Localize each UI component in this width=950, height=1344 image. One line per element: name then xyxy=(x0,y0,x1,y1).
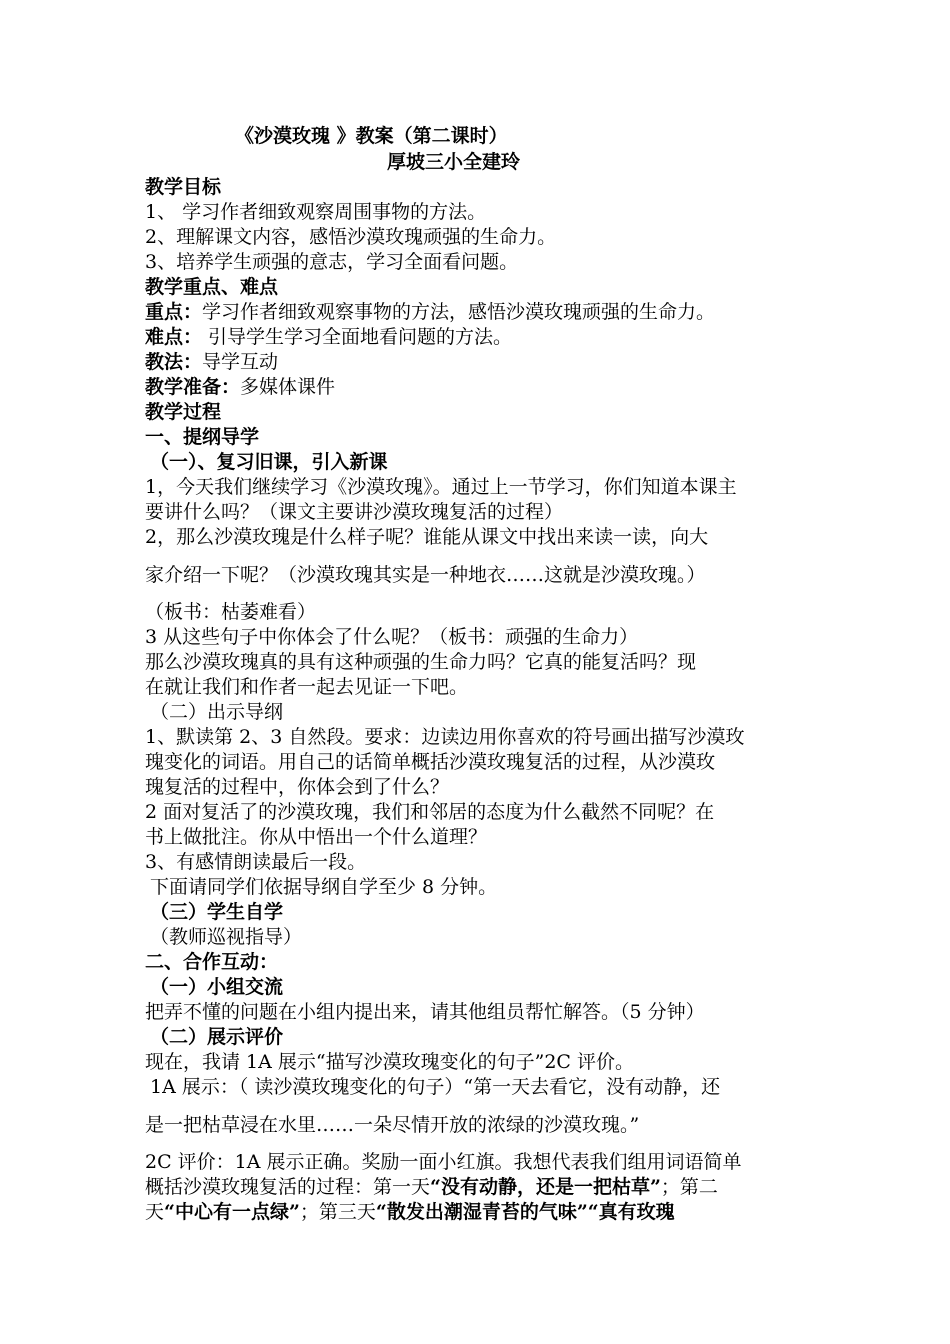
paragraph-line: 1、默读第 2、3 自然段。要求：边读边用你喜欢的符号画出描写沙漠玫 xyxy=(145,726,745,748)
paragraph-line: 1，今天我们继续学习《沙漠玫瑰》。通过上一节学习，你们知道本课主 xyxy=(145,476,737,498)
goals-heading: 教学目标 xyxy=(145,176,222,198)
text-run: 天 xyxy=(145,1201,165,1223)
paragraph-line xyxy=(145,1200,810,1224)
method-label: 教法： xyxy=(145,351,203,373)
difficulty-line xyxy=(145,325,810,349)
paragraph-line: 把弄不懂的问题在小组内提出来，请其他组员帮忙解答。（5 分钟） xyxy=(145,1001,705,1023)
paragraph-line: 下面请同学们依据导纲自学至少 8 分钟。 xyxy=(150,876,498,898)
subsection-heading: （一）小组交流 xyxy=(150,976,284,998)
section-heading: 一、提纲导学 xyxy=(145,426,260,448)
text-run: ；第二 xyxy=(660,1176,718,1198)
subsection-heading: （一）、复习旧课，引入新课 xyxy=(150,451,388,473)
paragraph-line: 2C 评价：1A 展示正确。奖励一面小红旗。我想代表我们组用词语简单 xyxy=(145,1151,742,1173)
document-author: 厚坡三小全建玲 xyxy=(387,151,521,173)
quote-emphasis: “散发出潮湿青苔的气味”“真有玫瑰 xyxy=(375,1201,675,1223)
paragraph-line: 1A 展示：（ 读沙漠玫瑰变化的句子）“第一天去看它，没有动静，还 xyxy=(150,1076,721,1098)
paragraph-line: 是一把枯草浸在水里……一朵尽情开放的浓绿的沙漠玫瑰。” xyxy=(145,1114,640,1136)
difficulty-text: 引导学生学习全面地看问题的方法。 xyxy=(202,326,513,348)
paragraph-line: 现在，我请 1A 展示“描写沙漠玫瑰变化的句子”2C 评价。 xyxy=(145,1051,634,1073)
prep-label: 教学准备： xyxy=(145,376,241,398)
key-text: 学习作者细致观察事物的方法，感悟沙漠玫瑰顽强的生命力。 xyxy=(202,301,716,323)
method-text: 导学互动 xyxy=(202,351,279,373)
paragraph-line: 在就让我们和作者一起去见证一下吧。 xyxy=(145,676,469,698)
text-run: 概括沙漠玫瑰复活的过程：第一天 xyxy=(145,1176,431,1198)
method-line xyxy=(145,350,810,374)
paragraph-line: 瑰复活的过程中，你体会到了什么？ xyxy=(145,776,450,798)
prep-text: 多媒体课件 xyxy=(240,376,336,398)
subsection-heading: （三）学生自学 xyxy=(150,901,284,923)
process-heading: 教学过程 xyxy=(145,401,222,423)
paragraph-line: 要讲什么吗？（课文主要讲沙漠玫瑰复活的过程） xyxy=(145,501,564,523)
paragraph-line xyxy=(145,1175,810,1199)
key-point-line xyxy=(145,300,810,324)
goal-item: 3、培养学生顽强的意志，学习全面看问题。 xyxy=(145,251,519,273)
paragraph-line: （教师巡视指导） xyxy=(150,926,303,948)
subsection-heading: （二）出示导纲 xyxy=(150,701,284,723)
goal-item: 2、理解课文内容，感悟沙漠玫瑰顽强的生命力。 xyxy=(145,226,557,248)
goal-item: 1、 学习作者细致观察周围事物的方法。 xyxy=(145,201,487,223)
paragraph-line: 瑰变化的词语。用自己的话简单概括沙漠玫瑰复活的过程，从沙漠玫 xyxy=(145,751,716,773)
paragraph-line: 3 从这些句子中你体会了什么呢？（板书：顽强的生命力） xyxy=(145,626,639,648)
paragraph-line: 书上做批注。你从中悟出一个什么道理？ xyxy=(145,826,488,848)
paragraph-line: 家介绍一下呢？（沙漠玫瑰其实是一种地衣……这就是沙漠玫瑰。） xyxy=(145,564,706,586)
paragraph-line: 3、有感情朗读最后一段。 xyxy=(145,851,367,873)
document-title: 《沙漠玫瑰 》教案（第二课时） xyxy=(235,125,508,147)
key-label: 重点： xyxy=(145,301,203,323)
keypoints-heading: 教学重点、难点 xyxy=(145,276,279,298)
paragraph-line: （板书：枯萎难看） xyxy=(145,601,317,623)
quote-emphasis: “中心有一点绿” xyxy=(164,1201,300,1223)
subsection-heading: （二）展示评价 xyxy=(150,1026,284,1048)
paragraph-line: 2 面对复活了的沙漠玫瑰，我们和邻居的态度为什么截然不同呢？在 xyxy=(145,801,715,823)
quote-emphasis: “没有动静，还是一把枯草” xyxy=(430,1176,661,1198)
difficulty-label: 难点： xyxy=(145,326,203,348)
paragraph-line: 那么沙漠玫瑰真的具有这种顽强的生命力吗？它真的能复活吗？现 xyxy=(145,651,697,673)
section-heading: 二、合作互动： xyxy=(145,951,279,973)
prep-line xyxy=(145,375,810,399)
paragraph-line: 2，那么沙漠玫瑰是什么样子呢？谁能从课文中找出来读一读，向大 xyxy=(145,526,709,548)
text-run: ；第三天 xyxy=(299,1201,376,1223)
